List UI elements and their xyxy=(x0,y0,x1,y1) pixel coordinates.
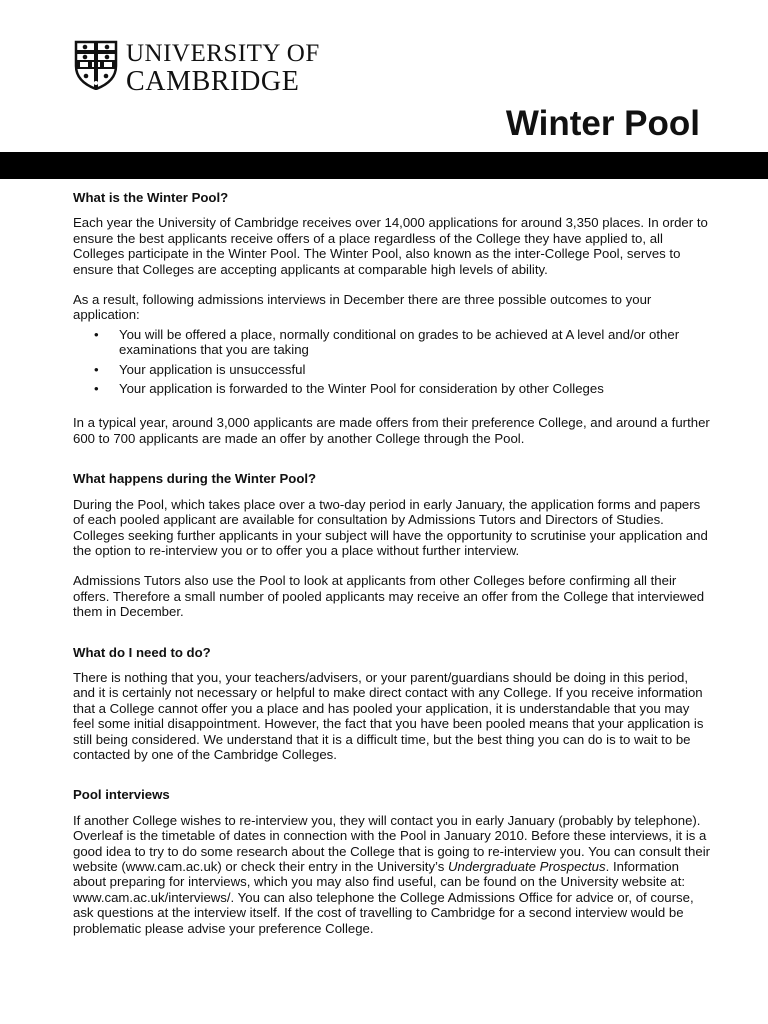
paragraph: There is nothing that you, your teachers/advisers, or your parent/guardians should be doing in this period, and it is certainly not necessary or helpful to make direct contact with any College. If you receive information that a College cannot offer you a place and has pooled your application, it is understandable that you may feel some initial disappointment. However, the fact that you have been pooled means that your application is still being considered. We understand that it is a difficult time, but the best thing you can do is to wait to be contacted by one of the Cambridge Colleges. xyxy=(73,669,704,762)
list-item: • Your application is unsuccessful xyxy=(119,362,713,377)
paragraph: During the Pool, which takes place over a two-day period in early January, the application forms and papers of each pooled applicant are available for consultation by Admissions Tutors and Directors of Studies. Colleges seeking further applicants in your subject will have the opportunity to scrutinise your application and the option to re-interview you or to offer you a place without further interview. xyxy=(73,496,708,558)
section-heading: What is the Winter Pool? xyxy=(73,190,229,205)
section-heading: What do I need to do? xyxy=(73,644,211,660)
section-heading: What happens during the Winter Pool? xyxy=(73,471,317,487)
prospectus-title: Undergraduate Prospectus xyxy=(448,859,606,874)
logo-wordmark xyxy=(126,40,320,96)
paragraph-text: If another College wishes to re-interview you, they will contact you in early January (probably by telephone). Overleaf is the timetable of dates in connection with the Pool in January 2010. Before these interviews, it is a good idea to try to do some research about the College that is going to re-interview you. You can consult their website (www.cam.ac.uk) or check their entry in the University’s xyxy=(73,812,711,874)
document-title: Winter Pool xyxy=(505,104,700,143)
list-item: • You will be offered a place, normally conditional on grades to be achieved at A level and/or other examinations that you are taking xyxy=(119,327,713,358)
logo-line-2: CAMBRIDGE xyxy=(126,66,300,97)
logo-line-1: UNIVERSITY OF xyxy=(126,40,320,67)
title-band xyxy=(0,152,768,179)
paragraph-text: . Information about preparing for interviews, which you may also find useful, can be found on the University website at: www.cam.ac.uk/interviews/. You can also telephone the College Admissions Office for advice or, of course, ask questions at the interview itself. If the cost of travelling to Cambridge for a second interview would be problematic please advise your preference College. xyxy=(73,859,694,936)
document-body xyxy=(73,190,713,936)
paragraph xyxy=(73,813,713,936)
outcomes-list xyxy=(73,327,713,397)
university-logo xyxy=(74,40,320,96)
university-crest-icon xyxy=(74,40,118,90)
paragraph: Each year the University of Cambridge receives over 14,000 applications for around 3,350 places. In order to ensure the best applicants receive offers of a place regardless of the College they have applied to, all Colleges participate in the Winter Pool. The Winter Pool, also known as the inter-College Pool, serves to ensure that Colleges are accepting applicants at comparable high levels of ability. xyxy=(73,215,708,277)
paragraph: As a result, following admissions interviews in December there are three possible outcomes to your application: xyxy=(73,292,652,323)
paragraph: Admissions Tutors also use the Pool to look at applicants from other Colleges before confirming all their offers. Therefore a small number of pooled applicants may receive an offer from the College that interviewed them in December. xyxy=(73,573,705,620)
list-item: • Your application is forwarded to the Winter Pool for consideration by other Colleges xyxy=(119,381,713,396)
section-heading: Pool interviews xyxy=(73,787,170,803)
paragraph: In a typical year, around 3,000 applicants are made offers from their preference College, and around a further 600 to 700 applicants are made an offer by another College through the Pool. xyxy=(73,415,710,446)
